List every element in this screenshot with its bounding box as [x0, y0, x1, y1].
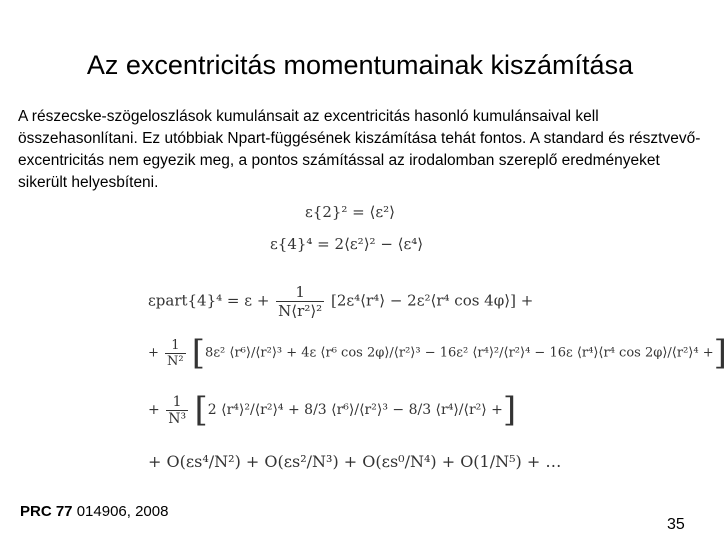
equation-1-text: ε{2}² = ⟨ε²⟩: [305, 203, 396, 221]
equation-3-bracket: [2ε⁴⟨r⁴⟩ − 2ε²⟨r⁴ cos 4φ⟩] +: [330, 291, 534, 310]
equation-4-fraction-num: 1: [165, 338, 186, 354]
reference-journal: PRC: [20, 503, 52, 520]
equation-5-content: 2 ⟨r⁴⟩²/⟨r²⟩⁴ + 8/3 ⟨r⁶⟩/⟨r²⟩³ − 8/3 ⟨r⁴⟩/⟨r²⟩ +: [207, 402, 503, 418]
slide-title: Az excentricitás momentumainak kiszámítása: [86, 50, 634, 80]
equation-4-fraction-den: N²: [167, 353, 184, 369]
equation-5-fraction: [166, 394, 188, 427]
equation-5: + $\frac{1}{\text{N³}}$ [2 ⟨r⁴⟩²/⟨r²⟩⁴ + 8/3 ⟨r⁶⟩/⟨r²⟩³ − 8/3 ⟨r⁴⟩/⟨r²⟩ +]: [148, 390, 517, 430]
reference-rest: 014906, 2008: [72, 503, 169, 520]
equation-6: [148, 452, 561, 471]
equation-4-fraction: [165, 338, 186, 369]
equation-2-text: ε{4}⁴ = 2⟨ε²⟩² − ⟨ε⁴⟩: [270, 235, 424, 253]
equation-4-content: 8ε² ⟨r⁶⟩/⟨r²⟩³ + 4ε ⟨r⁶ cos 2φ⟩/⟨r²⟩³ − 16ε² ⟨r⁴⟩²/⟨r²⟩⁴ − 16ε ⟨r⁴⟩⟨r⁴ cos 2φ⟩/⟨r²⟩⁴ +: [205, 345, 714, 361]
equation-1: [305, 203, 395, 221]
equation-3-fraction: [276, 283, 324, 320]
equation-3: εpart{4}⁴ = ε + $\frac{1}{\text{N⟨r²⟩²}}$ [2ε⁴⟨r⁴⟩ − 2ε²⟨r⁴ cos 4φ⟩] +: [148, 283, 534, 320]
equation-5-fraction-den: N³: [168, 410, 187, 427]
page-number: 35: [667, 516, 685, 533]
slide-paragraph: A részecske-szögeloszlások kumulánsait az excentricitás hasonló kumulánsaival kell összehasonlítani. Ez utóbbiak Npart-függésének kiszámítása tehát fontos. A standard és résztvevő-excentricitás nem egyezik meg, a pontos számítással az irodalomban szereplő eredményeket sikerült helyesbíteni.: [18, 108, 701, 191]
equation-6-text: + O(εs⁴/N²) + O(εs²/N³) + O(εs⁰/N⁴) + O(1/N⁵) + …: [148, 452, 562, 471]
equation-3-fraction-num: 1: [276, 283, 324, 302]
equation-3-fraction-den: N⟨r²⟩²: [278, 302, 323, 320]
equation-4-lead: +: [148, 345, 159, 361]
reference: [20, 503, 168, 520]
equation-5-lead: +: [148, 402, 160, 418]
equation-5-fraction-num: 1: [166, 394, 188, 411]
equation-2: [270, 235, 423, 253]
reference-volume: 77: [55, 503, 73, 520]
equation-3-lhs: εpart{4}⁴ = ε: [148, 291, 253, 310]
equation-4: + $\frac{1}{\text{N²}}$ [8ε² ⟨r⁶⟩/⟨r²⟩³ + 4ε ⟨r⁶ cos 2φ⟩/⟨r²⟩³ − 16ε² ⟨r⁴⟩²/⟨r²⟩⁴ − 16ε ⟨r⁴⟩⟨r⁴ cos 2φ⟩/⟨r²⟩⁴ +]: [148, 333, 727, 373]
